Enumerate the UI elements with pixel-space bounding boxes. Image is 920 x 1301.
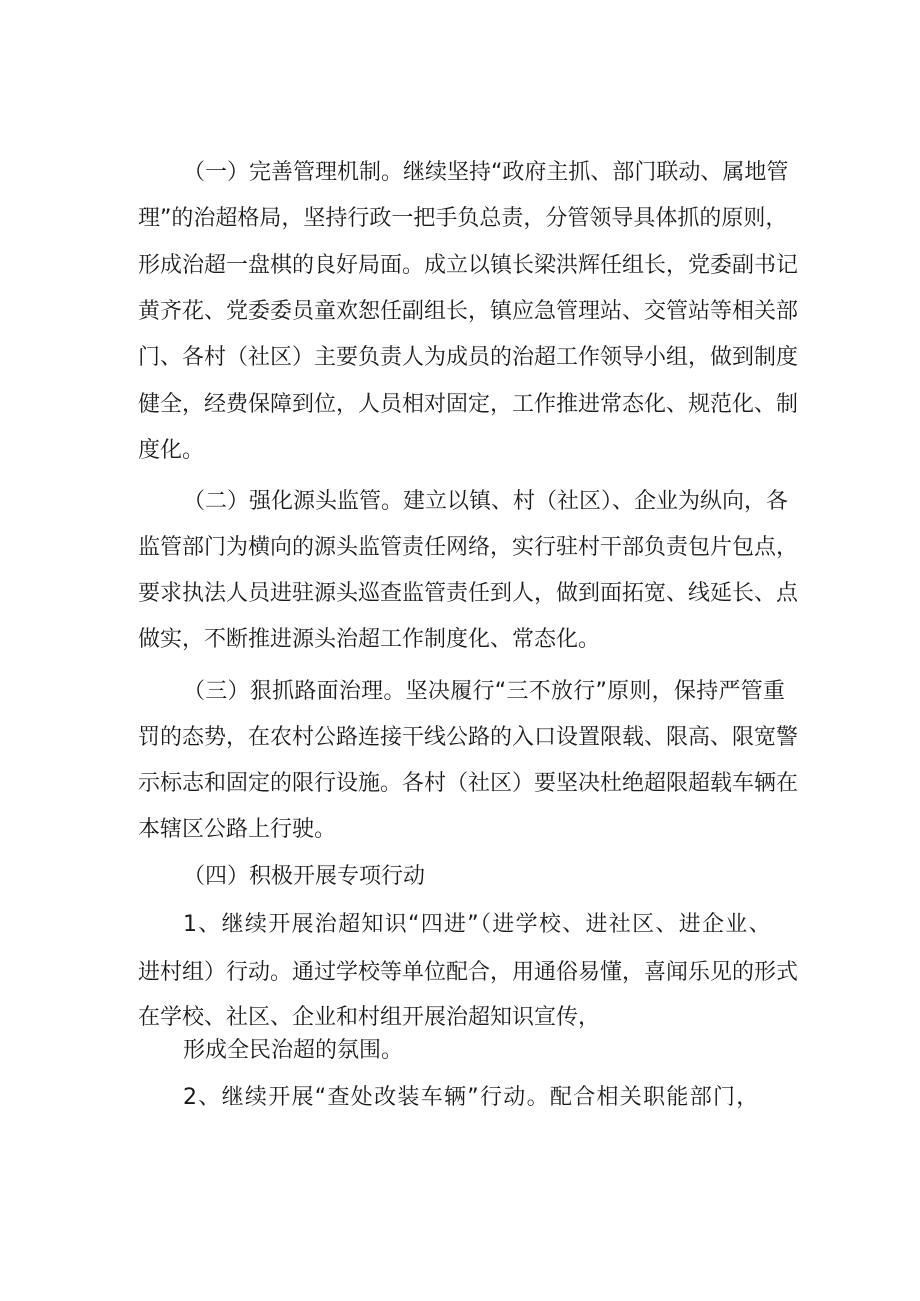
paragraph-2-line-1: （二）强化源头监管。建立以镇、村（社区）、企业为纵向，各 — [183, 489, 789, 514]
paragraph-5-line-4: 形成全民治超的氛围。 — [183, 1038, 404, 1063]
paragraph-2-line-3: 要求执法人员进驻源头巡查监管责任到人，做到面拓宽、线延长、点 — [138, 581, 799, 606]
paragraph-1-line-6: 健全，经费保障到位，人员相对固定，工作推进常态化、规范化、制 — [138, 392, 799, 417]
paragraph-1-line-5: 门、各村（社区）主要负责人为成员的治超工作领导小组，做到制度 — [138, 345, 799, 370]
paragraph-2-line-4: 做实，不断推进源头治超工作制度化、常态化。 — [138, 627, 601, 652]
paragraph-6-line-1: 2、继续开展“查处改装车辆”行动。配合相关职能部门， — [183, 1085, 760, 1110]
paragraph-5-line-3: 在学校、社区、企业和村组开展治超知识宣传， — [138, 1005, 601, 1030]
paragraph-1-line-2: 理”的治超格局，坚持行政一把手负总责，分管领导具体抓的原则， — [138, 206, 788, 231]
paragraph-1-line-7: 度化。 — [138, 438, 205, 463]
paragraph-3-line-2: 罚的态势，在农村公路连接干线公路的入口设置限载、限高、限宽警 — [138, 725, 799, 750]
paragraph-3-line-3: 示标志和固定的限行设施。各村（社区）要坚决杜绝超限超载车辆在 — [138, 771, 799, 796]
paragraph-1-line-3: 形成治超一盘棋的良好局面。成立以镇长梁洪辉任组长，党委副书记 — [138, 253, 799, 278]
paragraph-4-heading: （四）积极开展专项行动 — [183, 864, 426, 889]
paragraph-5-line-2: 进村组）行动。通过学校等单位配合，用通俗易懂，喜闻乐见的形式 — [138, 960, 799, 985]
paragraph-5-line-1: 1、继续开展治超知识“四进”（进学校、进社区、进企业、 — [183, 912, 772, 937]
paragraph-3-line-4: 本辖区公路上行驶。 — [138, 817, 337, 842]
paragraph-1-line-1: （一）完善管理机制。继续坚持“政府主抓、部门联动、属地管 — [183, 160, 789, 185]
paragraph-3-line-1: （三）狠抓路面治理。坚决履行“三不放行”原则，保持严管重 — [183, 679, 786, 704]
paragraph-2-line-2: 监管部门为横向的源头监管责任网络，实行驻村干部负责包片包点， — [138, 535, 799, 560]
paragraph-1-line-4: 黄齐花、党委委员童欢恕任副组长，镇应急管理站、交管站等相关部 — [138, 299, 799, 324]
